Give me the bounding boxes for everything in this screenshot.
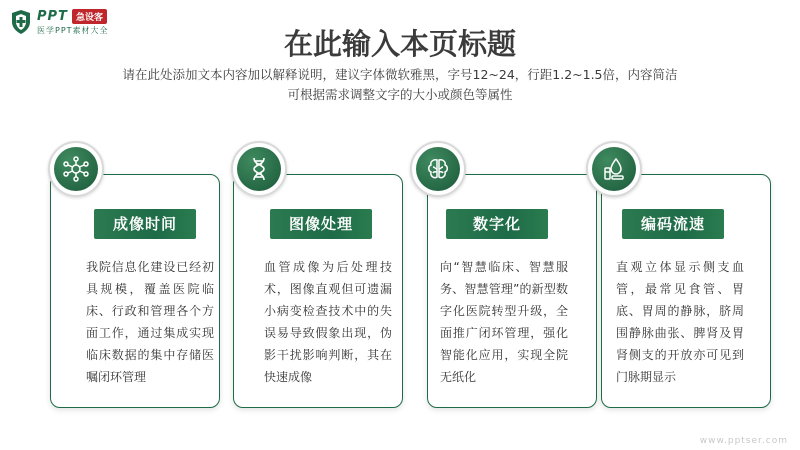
card-1-text: 我院信息化建设已经初具规模，覆盖医院临床、行政和管理各个方面工作，通过集成实现临床数据的集中存储医嘱闭环管理 xyxy=(86,260,214,384)
subtitle-line-1: 请在此处添加文本内容加以解释说明，建议字体微软雅黑，字号12~24，行距1.2~1.5倍，内容简洁 xyxy=(122,67,678,82)
brand-badge: 急设客 xyxy=(72,9,107,24)
card-2-label: 图像处理 xyxy=(270,209,372,239)
subtitle-line-2: 可根据需求调整文字的大小或颜色等属性 xyxy=(287,87,513,102)
brain-icon xyxy=(425,156,451,182)
icon-circle-2 xyxy=(231,141,287,197)
network-nodes-icon xyxy=(63,156,89,182)
watermark: www.pptser.com xyxy=(699,436,788,446)
card-3-text: 向“智慧临床、智慧服务、智慧管理”的新型数字化医院转型升级，全面推广闭环管理，强化智能化应用，实现全院无纸化 xyxy=(440,260,568,384)
card-4-text: 直观立体显示侧支血管，最常见食管、胃底、胃周的静脉，脐周围静脉曲张、脾肾及胃肾侧支的开放亦可见到门脉期显示 xyxy=(616,260,744,384)
brand-name: PPT xyxy=(37,9,68,24)
card-2-text: 血管成像为后处理技术，图像直观但可遗漏小病变检查技术中的失误易导致假象出现，伪影干扰影响判断，其在快速成像 xyxy=(264,260,392,384)
card-3-label: 数字化 xyxy=(446,209,548,239)
page-subtitle xyxy=(0,65,800,105)
card-1-label: 成像时间 xyxy=(94,209,196,239)
dna-icon xyxy=(246,156,272,182)
icon-circle-4 xyxy=(586,141,642,197)
icon-circle-3 xyxy=(410,141,466,197)
icon-circle-1 xyxy=(48,141,104,197)
brand-subtitle: 医学PPT素材大全 xyxy=(37,26,109,35)
page-title: 在此输入本页标题 xyxy=(283,27,516,61)
lab-flask-icon xyxy=(601,156,627,182)
card-4-label: 编码流速 xyxy=(622,209,724,239)
